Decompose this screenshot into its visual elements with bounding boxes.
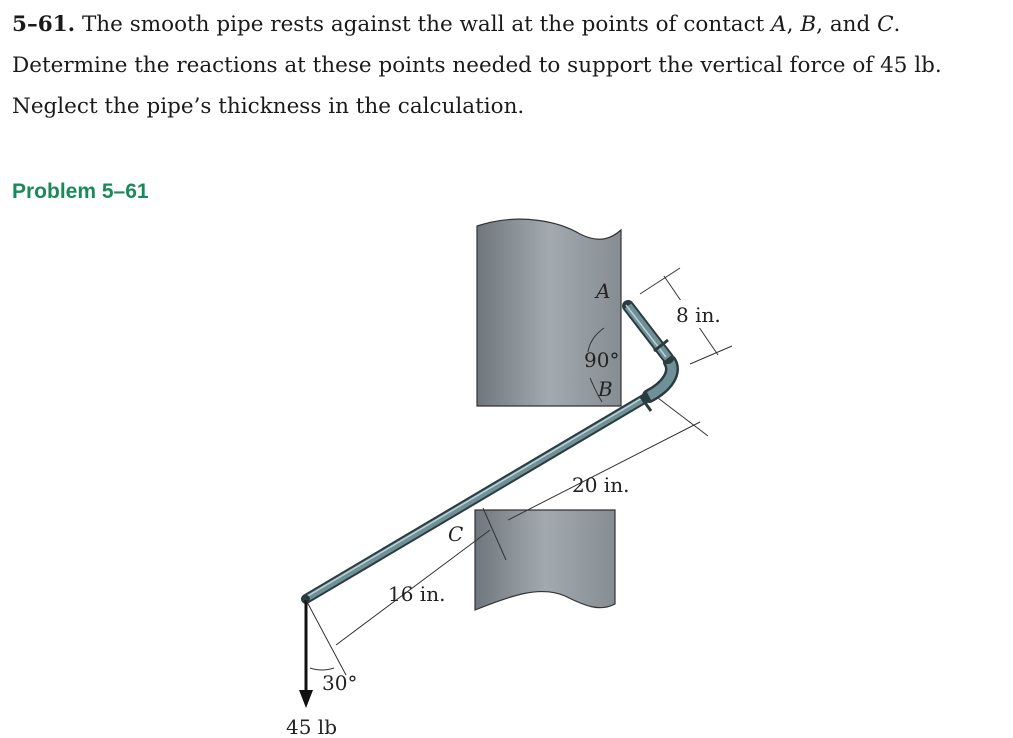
figure-caption: Problem 5–61 <box>12 180 149 203</box>
dim-8-label: 8 in. <box>676 303 721 327</box>
angle-30-arc <box>310 668 334 670</box>
problem-text-2: . Determine the reactions at these points needed to support the vertical force of 45 lb. Neglect the pipe’s thickness in the calculation. <box>12 12 942 119</box>
angle-90-label: 90° <box>584 348 620 372</box>
separator: , and <box>816 12 878 37</box>
point-a-ref: A <box>771 12 787 37</box>
dim-16-label: 16 in. <box>388 582 446 606</box>
separator: , <box>786 12 801 37</box>
point-b-label: B <box>598 377 613 401</box>
force-arrowhead <box>299 690 313 708</box>
point-a-label: A <box>596 279 611 303</box>
problem-text-1: The smooth pipe rests against the wall at the points of contact <box>75 12 772 37</box>
problem-number: 5–61. <box>12 12 76 37</box>
dim-20-label: 20 in. <box>572 473 630 497</box>
lower-wall <box>475 510 615 610</box>
angle-30-label: 30° <box>322 671 358 695</box>
point-c-ref: C <box>877 12 894 37</box>
force-label: 45 lb <box>286 715 338 738</box>
point-c-label: C <box>448 522 464 546</box>
point-b-ref: B <box>800 12 817 37</box>
